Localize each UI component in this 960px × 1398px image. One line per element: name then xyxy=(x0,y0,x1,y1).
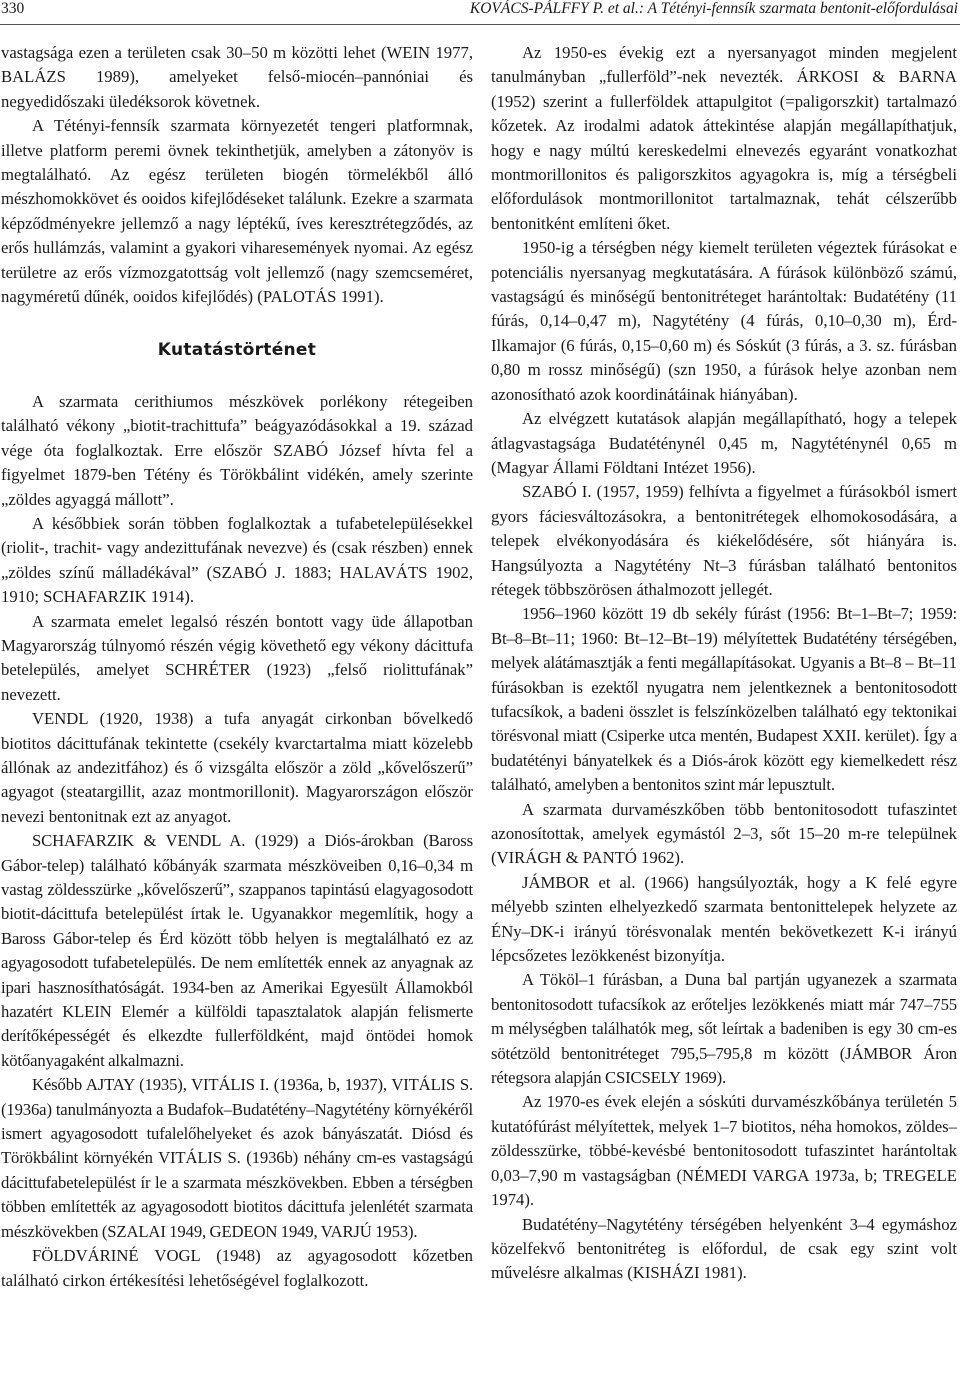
paragraph: Később AJTAY (1935), VITÁLIS I. (1936a, b, 1937), VITÁLIS S. (1936a) tanulmányozta a Budafok–Budatétény–Nagytétény környékéről ismert agyagosodott tufalelőhelyeket és azok bányászatát. Diósd és Törökbálint környékén VITÁLIS S. (1936b) néhány cm-es vastagságú dácittufabetelepülést ír le a szarmata mészkövekben. Ebben a térségben többen említették az agyagosodott biotitos dácittufa jelenlétét szarmata mészkövekben (SZALAI 1949, GEDEON 1949, VARJÚ 1953). xyxy=(1,1075,473,1241)
paragraph: SZABÓ I. (1957, 1959) felhívta a figyelmet a fúrásokból ismert gyors fáciesváltozásokra, a bentonitrétegek elhomokosodására, a telepek elvékonyodására és kiékelődésére, sőt hiányára is. Hangsúlyozta a Nagytétény Nt–3 fúrásban található bentonitos rétegek többszörösen áthalmozott jellegét. xyxy=(491,482,957,599)
paragraph: JÁMBOR et al. (1966) hangsúlyozták, hogy a K felé egyre mélyebb szinten elhelyezkedő szarmata bentonittelepek helyzete az ÉNy–DK-i irányú törésvonalak mentén bekövetkezett K-i irányú lépcsőzetes lezökkenést bizonyítja. xyxy=(491,872,957,966)
paragraph: FÖLDVÁRINÉ VOGL (1948) az agyagosodott kőzetben található cirkon értékesítési lehetőségével foglalkozott. xyxy=(1,1246,473,1290)
paragraph: vastagsága ezen a területen csak 30–50 m közötti lehet (WEIN 1977, BALÁZS 1989), amelyeket felső-miocén–pannóniai és negyedidőszaki üledéksorok követnek. xyxy=(1,43,473,111)
page-number: 330 xyxy=(1,0,25,17)
paragraph: VENDL (1920, 1938) a tufa anyagát cirkonban bővelkedő biotitos dácittufának tekintette (csekély kvarctartalma miatt közelebb állónak az andezitfához) és ő vizsgálta először a zöld „kővelőszerű” agyagot (steatargillit, azaz montmorillonit). Magyarországon először nevezi bentonitnak ezt az anyagot. xyxy=(1,709,473,826)
paragraph: A Tétényi-fennsík szarmata környezetét tengeri platformnak, illetve platform peremi övnek tekinthetjük, amelyben a zátonyöv is megtalálható. Az egész területen biogén törmelékből álló mészhomokkövet és ooidos kifejlődéseket találunk. Ezekre a szarmata képződményekre jellemző a nagy léptékű, íves keresztrétegződés, az erős hullámzás, valamint a gyakori viharesemények nyomai. Az egész területre az erős vízmozgatottság volt jellemző (nagy szemcseméret, nagyméretű dűnék, ooidos kifejlődés) (PALOTÁS 1991). xyxy=(1,116,473,307)
paragraph: Budatétény–Nagytétény térségében helyenként 3–4 egymáshoz közelfekvő bentonitréteg is előfordul, de csak egy szint volt művelésre alkalmas (KISHÁZI 1981). xyxy=(491,1214,957,1283)
paragraph: Az 1950-es évekig ezt a nyersanyagot minden megjelent tanulmányban „fullerföld”-nek nevezték. ÁRKOSI & BARNA (1952) szerint a fullerföldek attapulgitot (=paligorszkit) tartalmazó kőzetek. Az irodalmi adatok áttekintése alapján megállapíthatjuk, hogy e nagy múltú kereskedelmi elnevezés egyaránt vonatkozhat montmorillonitos és paligorszkitos agyagokra is, míg a térségbeli előfordulások montmorillonitot tartalmaznak, tehát célszerűbb bentonitként említeni őket. xyxy=(491,43,957,233)
page-header xyxy=(0,0,960,25)
right-column xyxy=(491,41,957,1286)
paragraph: Az elvégzett kutatások alapján megállapítható, hogy a telepek átlagvastagsága Budatéténynél 0,45 m, Nagytéténynél 0,65 m (Magyar Állami Földtani Intézet 1956). xyxy=(491,409,957,477)
paragraph: SCHAFARZIK & VENDL A. (1929) a Diós-árokban (Baross Gábor-telep) található kőbányák szarmata mészköveiben 0,16–0,34 m vastag zöldesszürke „kővelőszerű”, szappanos tapintású elagyagosodott biotit-dácittufa betelepülést írtak le. Ugyanakkor megemlítik, hogy a Baross Gábor-telep és Érd között több helyen is megtalálható ez az agyagosodott tufabetelepülés. De nem említették ennek az anyagnak az ipari hasznosíthatóságát. 1934-ben az Amerikai Egyesült Államokból hazatért KLEIN Elemér a külföldi tapasztalatok alapján felismerte derítőképességét és elkezdte fullerföldként, majd öntödei homok kötőanyagaként alkalmazni. xyxy=(1,831,473,1070)
running-title: KOVÁCS-PÁLFFY P. et al.: A Tétényi-fennsík szarmata bentonit-előfordulásai xyxy=(469,0,958,17)
paragraph: A szarmata emelet legalsó részén bontott vagy üde állapotban Magyarország túlnyomó részén végig követhető egy vékony dácittufa betelepülés, amelyet SCHRÉTER (1923) „felső riolittufának” nevezett. xyxy=(1,611,473,704)
paragraph: A szarmata durvamészkőben több bentonitosodott tufaszintet azonosítottak, amelyek egymástól 2–3, sőt 15–20 m-re települnek (VIRÁGH & PANTÓ 1962). xyxy=(491,799,957,868)
paragraph: A Tököl–1 fúrásban, a Duna bal partján ugyanezek a szarmata bentonitosodott tufacsíkok az erőteljes lezökkenés miatt már 747–755 m mélységben találhatók meg, sőt leírtak a badeniben is egy 30 cm-es sötétzöld bentonitréteget 795,5–795,8 m között (JÁMBOR Áron rétegsora alapján CSICSELY 1969). xyxy=(491,970,957,1088)
section-heading: Kutatástörténet xyxy=(157,340,317,361)
left-column xyxy=(1,41,473,1293)
paragraph: A későbbiek során többen foglalkoztak a tufabetelepülésekkel (riolit-, trachit- vagy andezittufának nevezve) és (csak részben) ennek „zöldes színű málladékával” (SZABÓ J. 1883; HALAVÁTS 1902, 1910; SCHAFARZIK 1914). xyxy=(1,513,473,607)
paragraph: Az 1970-es évek elején a sóskúti durvamészkőbánya területén 5 kutatófúrást mélyítettek, melyek 1–7 biotitos, néha homokos, zöldes–zöldesszürke, többé-kevésbé bentonitosodott tufaszintet harántoltak 0,03–7,90 m vastagságban (NÉMEDI VARGA 1973a, b; TREGELE 1974). xyxy=(491,1092,957,1210)
paragraph: 1956–1960 között 19 db sekély fúrást (1956: Bt–1–Bt–7; 1959: Bt–8–Bt–11; 1960: Bt–12–Bt–19) mélyítettek Budatétény térségében, melyek alátámasztják a fenti megállapításokat. Ugyanis a Bt–8 – Bt–11 fúrásokban is ezektől nyugatra nem jelentkeznek a bentonitosodott tufacsíkok, a badeni összlet is felszínközelben található egy tektonikai törésvonal miatt (Csiperke utca mentén, Budapest XXII. kerület). Így a budatétényi bányatelkek és a Diós-árok között egy kiemelkedett rész található, amelyben a bentonitos szint már lepusztult. xyxy=(491,604,957,795)
paragraph: A szarmata cerithiumos mészkövek porlékony rétegeiben található vékony „biotit-trachittufa” beágyazódásokkal a 19. század vége óta foglalkoztak. Erre először SZABÓ József hívta fel a figyelmet 1879-ben Tétény és Törökbálint vidékén, amely szerinte „zöldes agyaggá mállott”. xyxy=(1,391,473,509)
paragraph: 1950-ig a térségben négy kiemelt területen végeztek fúrásokat e potenciális nyersanyag megkutatására. A fúrások különböző számú, vastagságú és minőségű bentonitréteget harántoltak: Budatétény (11 fúrás, 0,14–0,47 m), Nagytétény (4 fúrás, 0,10–0,30 m), Érd-Ilkamajor (6 fúrás, 0,15–0,60 m) és Sóskút (3 fúrás, a 3. sz. fúrásban 0,80 m rossz minőségű) (szn 1950, a fúrások helye azonban nem azonosítható azok koordinátáinak hiányában). xyxy=(491,238,957,404)
